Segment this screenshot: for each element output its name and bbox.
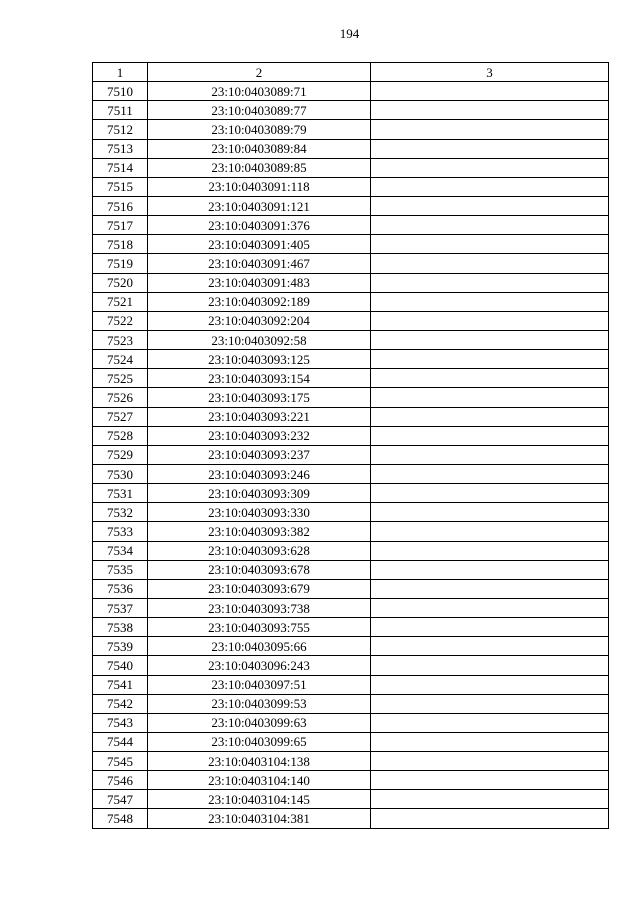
cadastral-number-cell: 23:10:0403091:483 bbox=[148, 273, 371, 292]
row-number-cell: 7547 bbox=[93, 790, 148, 809]
table-row bbox=[93, 503, 609, 522]
note-cell bbox=[371, 82, 609, 101]
table-row bbox=[93, 388, 609, 407]
cadastral-number-cell: 23:10:0403104:140 bbox=[148, 771, 371, 790]
note-cell bbox=[371, 311, 609, 330]
row-number-cell: 7520 bbox=[93, 273, 148, 292]
note-cell bbox=[371, 177, 609, 196]
cadastral-number-cell: 23:10:0403091:376 bbox=[148, 216, 371, 235]
cadastral-number-cell: 23:10:0403089:77 bbox=[148, 101, 371, 120]
cadastral-number-cell: 23:10:0403093:237 bbox=[148, 445, 371, 464]
row-number-cell: 7538 bbox=[93, 618, 148, 637]
row-number-cell: 7524 bbox=[93, 350, 148, 369]
note-cell bbox=[371, 752, 609, 771]
row-number-cell: 7548 bbox=[93, 809, 148, 828]
cadastral-number-cell: 23:10:0403093:154 bbox=[148, 369, 371, 388]
note-cell bbox=[371, 445, 609, 464]
table-row bbox=[93, 311, 609, 330]
note-cell bbox=[371, 216, 609, 235]
row-number-cell: 7527 bbox=[93, 407, 148, 426]
row-number-cell: 7537 bbox=[93, 598, 148, 617]
cadastral-number-cell: 23:10:0403093:678 bbox=[148, 560, 371, 579]
row-number-cell: 7512 bbox=[93, 120, 148, 139]
row-number-cell: 7517 bbox=[93, 216, 148, 235]
table-row bbox=[93, 177, 609, 196]
note-cell bbox=[371, 273, 609, 292]
cadastral-number-cell: 23:10:0403089:79 bbox=[148, 120, 371, 139]
note-cell bbox=[371, 158, 609, 177]
cadastral-number-cell: 23:10:0403104:138 bbox=[148, 752, 371, 771]
cadastral-number-cell: 23:10:0403093:330 bbox=[148, 503, 371, 522]
row-number-cell: 7518 bbox=[93, 235, 148, 254]
note-cell bbox=[371, 560, 609, 579]
row-number-cell: 7541 bbox=[93, 675, 148, 694]
cadastral-number-cell: 23:10:0403091:118 bbox=[148, 177, 371, 196]
cadastral-number-cell: 23:10:0403089:84 bbox=[148, 139, 371, 158]
note-cell bbox=[371, 732, 609, 751]
row-number-cell: 7514 bbox=[93, 158, 148, 177]
cadastral-number-cell: 23:10:0403093:738 bbox=[148, 598, 371, 617]
table-row bbox=[93, 216, 609, 235]
cadastral-number-cell: 23:10:0403093:382 bbox=[148, 522, 371, 541]
cadastral-number-cell: 23:10:0403093:755 bbox=[148, 618, 371, 637]
note-cell bbox=[371, 426, 609, 445]
row-number-cell: 7523 bbox=[93, 330, 148, 349]
row-number-cell: 7533 bbox=[93, 522, 148, 541]
column-header-1: 1 bbox=[93, 63, 148, 82]
row-number-cell: 7543 bbox=[93, 713, 148, 732]
column-header-2: 2 bbox=[148, 63, 371, 82]
cadastral-number-cell: 23:10:0403091:121 bbox=[148, 196, 371, 215]
row-number-cell: 7519 bbox=[93, 254, 148, 273]
row-number-cell: 7516 bbox=[93, 196, 148, 215]
row-number-cell: 7513 bbox=[93, 139, 148, 158]
note-cell bbox=[371, 388, 609, 407]
note-cell bbox=[371, 656, 609, 675]
note-cell bbox=[371, 541, 609, 560]
note-cell bbox=[371, 637, 609, 656]
row-number-cell: 7531 bbox=[93, 484, 148, 503]
table-row bbox=[93, 560, 609, 579]
note-cell bbox=[371, 235, 609, 254]
table-row bbox=[93, 254, 609, 273]
note-cell bbox=[371, 407, 609, 426]
row-number-cell: 7544 bbox=[93, 732, 148, 751]
cadastral-number-cell: 23:10:0403093:246 bbox=[148, 464, 371, 483]
row-number-cell: 7546 bbox=[93, 771, 148, 790]
row-number-cell: 7545 bbox=[93, 752, 148, 771]
table-row bbox=[93, 713, 609, 732]
note-cell bbox=[371, 771, 609, 790]
note-cell bbox=[371, 330, 609, 349]
table-row bbox=[93, 656, 609, 675]
note-cell bbox=[371, 292, 609, 311]
cadastral-number-cell: 23:10:0403095:66 bbox=[148, 637, 371, 656]
page-number: 194 bbox=[339, 26, 360, 41]
table-row bbox=[93, 637, 609, 656]
table-row bbox=[93, 101, 609, 120]
table-row bbox=[93, 426, 609, 445]
note-cell bbox=[371, 139, 609, 158]
note-cell bbox=[371, 120, 609, 139]
cadastral-number-cell: 23:10:0403099:65 bbox=[148, 732, 371, 751]
cadastral-number-cell: 23:10:0403091:467 bbox=[148, 254, 371, 273]
cadastral-number-cell: 23:10:0403096:243 bbox=[148, 656, 371, 675]
note-cell bbox=[371, 350, 609, 369]
cadastral-number-cell: 23:10:0403093:175 bbox=[148, 388, 371, 407]
table-row bbox=[93, 273, 609, 292]
table-row bbox=[93, 330, 609, 349]
note-cell bbox=[371, 101, 609, 120]
table-row bbox=[93, 484, 609, 503]
table-row bbox=[93, 196, 609, 215]
table-row bbox=[93, 541, 609, 560]
cadastral-number-cell: 23:10:0403099:63 bbox=[148, 713, 371, 732]
row-number-cell: 7535 bbox=[93, 560, 148, 579]
table-row bbox=[93, 350, 609, 369]
table-row bbox=[93, 445, 609, 464]
note-cell bbox=[371, 809, 609, 828]
table-row bbox=[93, 618, 609, 637]
note-cell bbox=[371, 675, 609, 694]
column-header-3: 3 bbox=[371, 63, 609, 82]
note-cell bbox=[371, 694, 609, 713]
table-body bbox=[93, 82, 609, 828]
row-number-cell: 7510 bbox=[93, 82, 148, 101]
row-number-cell: 7536 bbox=[93, 579, 148, 598]
table-row bbox=[93, 771, 609, 790]
note-cell bbox=[371, 254, 609, 273]
cadastral-number-cell: 23:10:0403093:679 bbox=[148, 579, 371, 598]
table-row bbox=[93, 369, 609, 388]
table-row bbox=[93, 675, 609, 694]
cadastral-number-cell: 23:10:0403104:145 bbox=[148, 790, 371, 809]
row-number-cell: 7522 bbox=[93, 311, 148, 330]
cadastral-number-cell: 23:10:0403093:125 bbox=[148, 350, 371, 369]
cadastral-number-cell: 23:10:0403093:628 bbox=[148, 541, 371, 560]
cadastral-number-cell: 23:10:0403097:51 bbox=[148, 675, 371, 694]
note-cell bbox=[371, 484, 609, 503]
note-cell bbox=[371, 369, 609, 388]
cadastral-number-cell: 23:10:0403092:58 bbox=[148, 330, 371, 349]
table-row bbox=[93, 598, 609, 617]
row-number-cell: 7526 bbox=[93, 388, 148, 407]
note-cell bbox=[371, 713, 609, 732]
row-number-cell: 7530 bbox=[93, 464, 148, 483]
row-number-cell: 7515 bbox=[93, 177, 148, 196]
row-number-cell: 7539 bbox=[93, 637, 148, 656]
note-cell bbox=[371, 598, 609, 617]
cadastral-number-cell: 23:10:0403089:85 bbox=[148, 158, 371, 177]
table-row bbox=[93, 139, 609, 158]
cadastral-number-cell: 23:10:0403093:221 bbox=[148, 407, 371, 426]
table-row bbox=[93, 790, 609, 809]
row-number-cell: 7529 bbox=[93, 445, 148, 464]
cadastral-number-cell: 23:10:0403099:53 bbox=[148, 694, 371, 713]
table-row bbox=[93, 120, 609, 139]
row-number-cell: 7525 bbox=[93, 369, 148, 388]
row-number-cell: 7528 bbox=[93, 426, 148, 445]
row-number-cell: 7534 bbox=[93, 541, 148, 560]
table-row bbox=[93, 522, 609, 541]
row-number-cell: 7511 bbox=[93, 101, 148, 120]
row-number-cell: 7521 bbox=[93, 292, 148, 311]
note-cell bbox=[371, 464, 609, 483]
table-row bbox=[93, 809, 609, 828]
note-cell bbox=[371, 790, 609, 809]
table-row bbox=[93, 752, 609, 771]
cadastral-number-cell: 23:10:0403091:405 bbox=[148, 235, 371, 254]
cadastral-number-cell: 23:10:0403092:204 bbox=[148, 311, 371, 330]
row-number-cell: 7542 bbox=[93, 694, 148, 713]
table-row bbox=[93, 158, 609, 177]
note-cell bbox=[371, 522, 609, 541]
table-row bbox=[93, 292, 609, 311]
table-row bbox=[93, 732, 609, 751]
table-row bbox=[93, 407, 609, 426]
table-row bbox=[93, 694, 609, 713]
cadastral-number-cell: 23:10:0403093:309 bbox=[148, 484, 371, 503]
table-row bbox=[93, 235, 609, 254]
cadastral-number-cell: 23:10:0403089:71 bbox=[148, 82, 371, 101]
cadastral-number-cell: 23:10:0403104:381 bbox=[148, 809, 371, 828]
note-cell bbox=[371, 618, 609, 637]
cadastral-table bbox=[92, 62, 609, 829]
row-number-cell: 7532 bbox=[93, 503, 148, 522]
table-row bbox=[93, 82, 609, 101]
cadastral-number-cell: 23:10:0403092:189 bbox=[148, 292, 371, 311]
table-row bbox=[93, 579, 609, 598]
row-number-cell: 7540 bbox=[93, 656, 148, 675]
note-cell bbox=[371, 196, 609, 215]
table-row bbox=[93, 464, 609, 483]
table-header-row bbox=[93, 63, 609, 82]
cadastral-number-cell: 23:10:0403093:232 bbox=[148, 426, 371, 445]
note-cell bbox=[371, 503, 609, 522]
note-cell bbox=[371, 579, 609, 598]
